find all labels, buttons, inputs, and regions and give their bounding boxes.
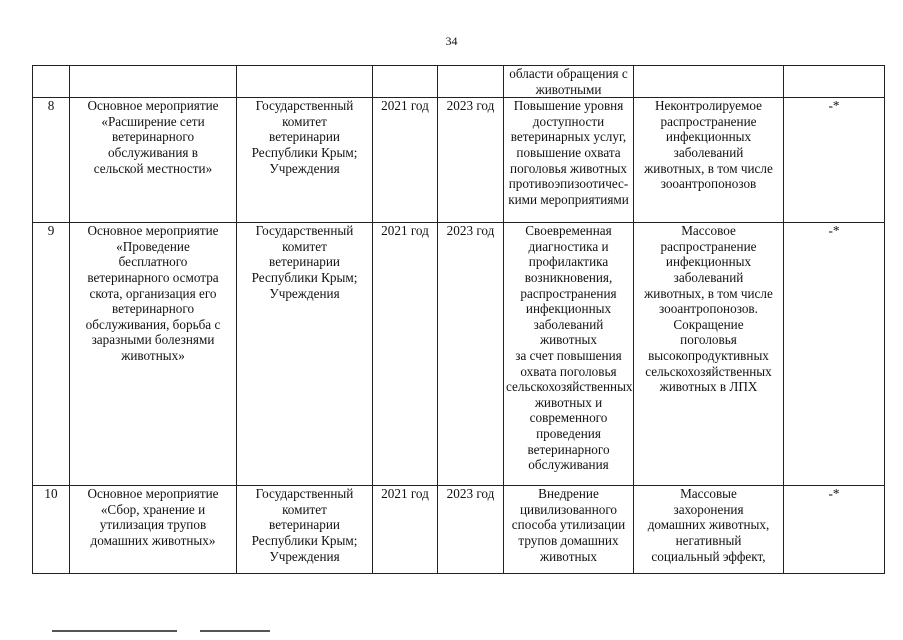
risk-text: Неконтролируемое распространение инфекционных заболеваний животных, в том числе зооантропонозов bbox=[644, 98, 773, 192]
cell-risk bbox=[634, 98, 784, 223]
row-number: 9 bbox=[47, 223, 55, 239]
cell-num bbox=[33, 486, 70, 574]
cell-effect bbox=[504, 486, 634, 574]
cell-name bbox=[70, 223, 237, 486]
cell-executor bbox=[237, 486, 373, 574]
cell-risk bbox=[634, 66, 784, 98]
measure-name: Основное мероприятие «Сбор, хранение и утилизация трупов домашних животных» bbox=[87, 486, 219, 548]
effect-text: Своевременная диагностика и профилактика возникновения, распространения инфекционных заболеваний животных за счет повышения охвата поголовья сельскохозяйственных животных и современного проведения ветеринарного обслуживания bbox=[506, 223, 633, 473]
measures-table bbox=[32, 65, 885, 574]
effect-text: Повышение уровня доступности ветеринарных услуг, повышение охвата поголовья животных противоэпизоотичес- кими мероприятиями bbox=[508, 98, 629, 207]
effect-text: области обращения с животными bbox=[509, 66, 628, 97]
cell-start bbox=[373, 223, 438, 486]
row-number: 8 bbox=[47, 98, 55, 114]
scan-artifact-line bbox=[52, 630, 177, 632]
cell-end bbox=[438, 223, 504, 486]
cell-risk bbox=[634, 486, 784, 574]
row-number: 10 bbox=[44, 486, 58, 502]
cell-num bbox=[33, 98, 70, 223]
cell-end bbox=[438, 98, 504, 223]
page-number: 34 bbox=[445, 34, 458, 48]
cell-name bbox=[70, 66, 237, 98]
table-row bbox=[33, 98, 885, 223]
note-text: -* bbox=[828, 486, 840, 502]
executor-text: Государственный комитет ветеринарии Республики Крым; Учреждения bbox=[251, 486, 358, 564]
cell-executor bbox=[237, 98, 373, 223]
cell-end bbox=[438, 486, 504, 574]
cell-name bbox=[70, 486, 237, 574]
cell-executor bbox=[237, 223, 373, 486]
cell-note bbox=[784, 98, 885, 223]
table-row-continuation bbox=[33, 66, 885, 98]
scan-artifact-line bbox=[200, 630, 270, 632]
table-row bbox=[33, 223, 885, 486]
cell-start bbox=[373, 66, 438, 98]
note-text: -* bbox=[828, 223, 840, 239]
cell-executor bbox=[237, 66, 373, 98]
end-year: 2023 год bbox=[446, 223, 495, 239]
cell-start bbox=[373, 486, 438, 574]
cell-note bbox=[784, 486, 885, 574]
cell-num bbox=[33, 223, 70, 486]
cell-risk bbox=[634, 223, 784, 486]
table-row bbox=[33, 486, 885, 574]
cell-start bbox=[373, 98, 438, 223]
end-year: 2023 год bbox=[446, 98, 495, 114]
risk-text: Массовые захоронения домашних животных, негативный социальный эффект, bbox=[647, 486, 770, 564]
cell-num bbox=[33, 66, 70, 98]
cell-end bbox=[438, 66, 504, 98]
end-year: 2023 год bbox=[446, 486, 495, 502]
executor-text: Государственный комитет ветеринарии Республики Крым; Учреждения bbox=[251, 98, 358, 176]
measure-name: Основное мероприятие «Расширение сети ветеринарного обслуживания в сельской местности» bbox=[87, 98, 219, 176]
measure-name: Основное мероприятие «Проведение бесплатного ветеринарного осмотра скота, организация его ветеринарного обслуживания, борьба с заразными болезнями животных» bbox=[85, 223, 221, 363]
start-year: 2021 год bbox=[381, 486, 429, 502]
note-text: -* bbox=[828, 98, 840, 114]
risk-text: Массовое распространение инфекционных заболеваний животных, в том числе зооантропонозов. Сокращение поголовья высокопродуктивных сельскохозяйственных животных в ЛПХ bbox=[644, 223, 773, 395]
executor-text: Государственный комитет ветеринарии Республики Крым; Учреждения bbox=[251, 223, 358, 301]
cell-effect bbox=[504, 66, 634, 98]
cell-note bbox=[784, 223, 885, 486]
cell-name bbox=[70, 98, 237, 223]
cell-effect bbox=[504, 223, 634, 486]
start-year: 2021 год bbox=[381, 223, 429, 239]
cell-effect bbox=[504, 98, 634, 223]
cell-note bbox=[784, 66, 885, 98]
effect-text: Внедрение цивилизованного способа утилизации трупов домашних животных bbox=[511, 486, 626, 564]
start-year: 2021 год bbox=[381, 98, 429, 114]
